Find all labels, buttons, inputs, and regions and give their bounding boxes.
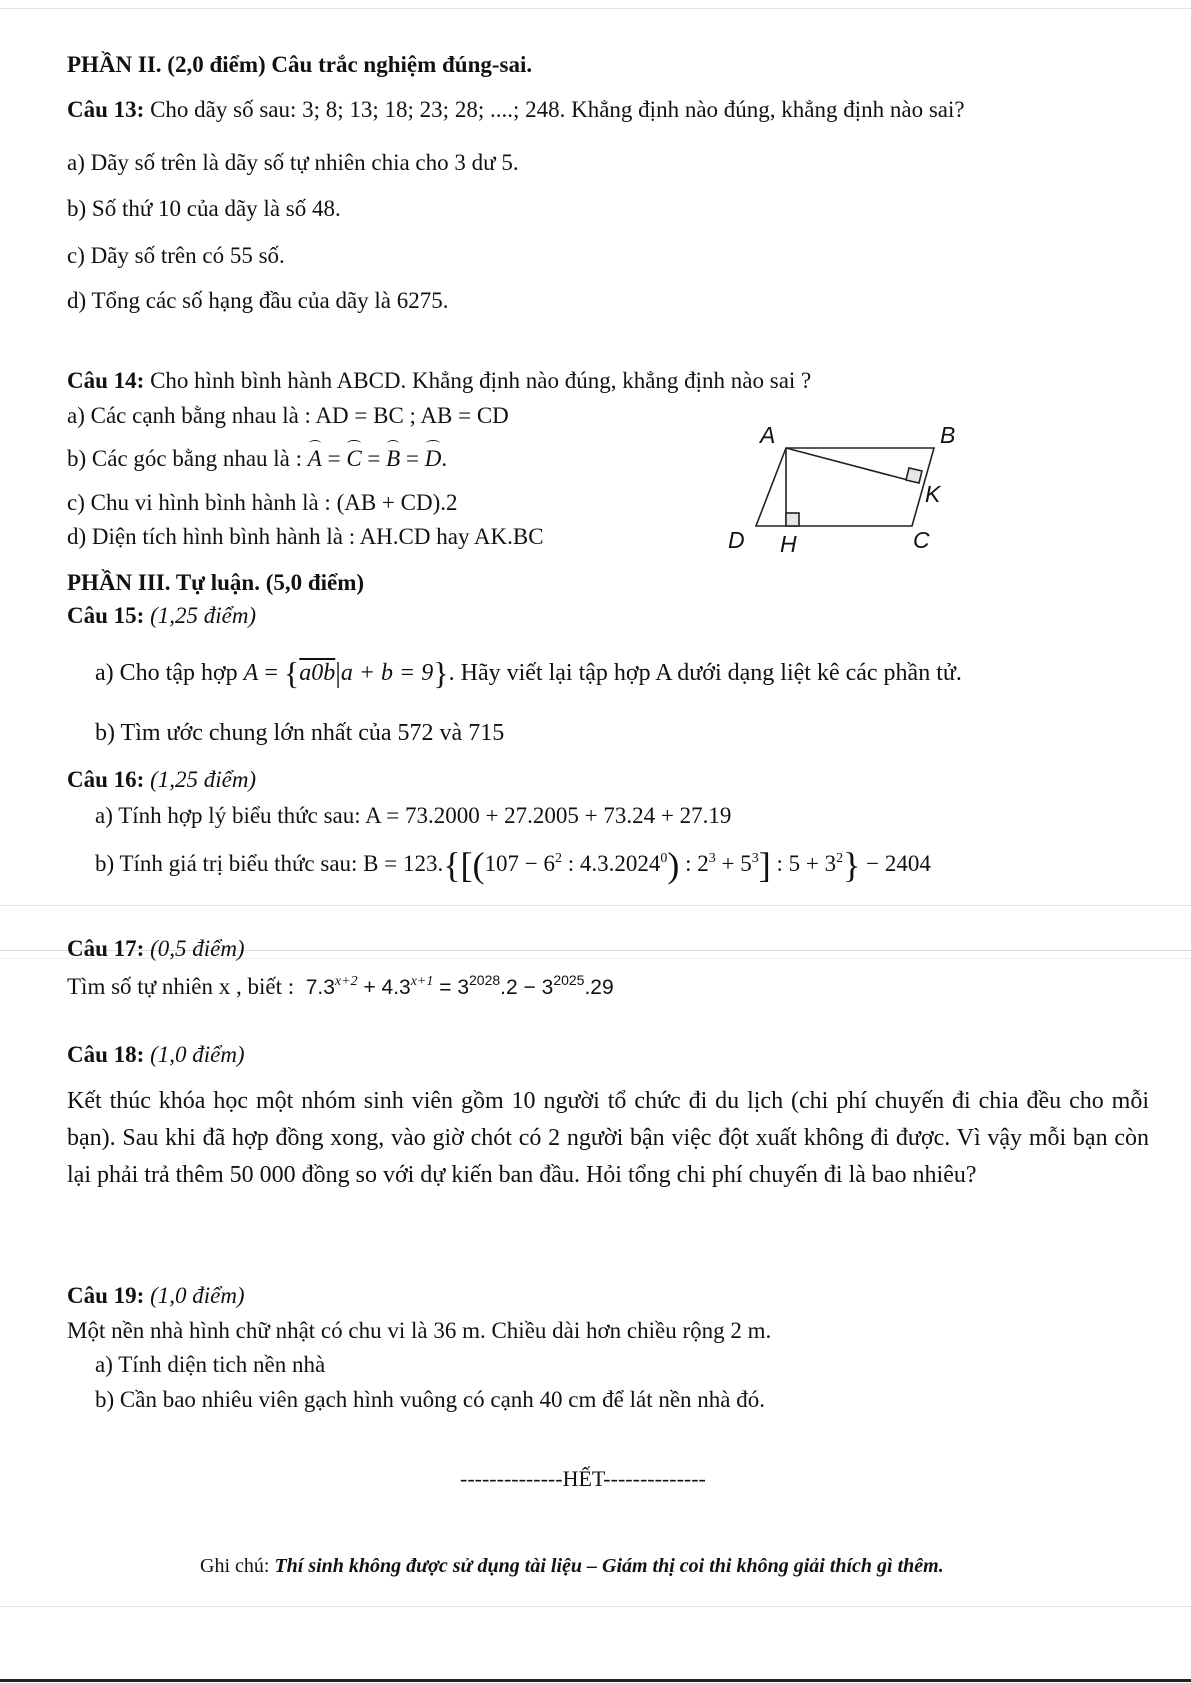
part3-title: PHẦN III. Tự luận. (5,0 điểm) (67, 570, 365, 595)
note-label: Ghi chú: (200, 1555, 270, 1577)
q15-label: Câu 15: (67, 603, 145, 628)
q16-part-b (95, 846, 931, 886)
q19-part-b: b) Cần bao nhiêu viên gạch hình vuông có cạnh 40 cm để lát nền nhà đó. (95, 1387, 766, 1412)
label-c: C (913, 527, 930, 553)
angle-a: A (307, 446, 322, 471)
q13-text-before: Cho dãy số sau: (150, 97, 297, 122)
label-k: K (925, 481, 941, 507)
q14-option-c: c) Chu vi hình bình hành là : (AB + CD).2 (67, 490, 458, 515)
right-angle-mark-h (786, 513, 799, 526)
expression-b-inner: $107 - 6^2$ : 4.3.2024$^0$ (484, 851, 668, 876)
expression-b: {[( (443, 845, 485, 885)
scan-line (0, 905, 1191, 906)
q14-option-d: d) Diện tích hình bình hành là : AH.CD hay AK.BC (67, 524, 544, 549)
q17-header (67, 936, 245, 961)
q17-points: (0,5 điểm) (150, 936, 245, 961)
q19-points: (1,0 điểm) (150, 1283, 245, 1308)
q17-line (67, 974, 614, 999)
right-angle-mark-k (906, 468, 922, 483)
set-name: A (243, 660, 259, 686)
q19-label: Câu 19: (67, 1283, 145, 1308)
label-b: B (940, 422, 956, 448)
set-condition: a + b = 9 (340, 660, 434, 686)
q13-text-after: . Khẳng định nào đúng, khẳng định nào sai? (559, 97, 965, 122)
set-number: a0b (299, 660, 336, 686)
q13-option-a: a) Dãy số trên là dãy số tự nhiên chia cho 3 dư 5. (67, 150, 519, 175)
expression-b-end: − 2404 (860, 851, 931, 876)
q18-header (67, 1042, 245, 1067)
q15-a-prefix: a) Cho tập hợp (95, 660, 238, 686)
q14-b-prefix: b) Các góc bằng nhau là : (67, 446, 303, 471)
scan-line (0, 1606, 1191, 1607)
angle-c: C (346, 446, 362, 471)
expression-b-brace: } (843, 845, 861, 885)
page-bottom-border (0, 1679, 1191, 1682)
q13-option-d: d) Tổng các số hạng đầu của dãy là 6275. (67, 288, 449, 313)
q18-text: Kết thúc khóa học một nhóm sinh viên gồm 10 người tổ chức đi du lịch (chi phí chuyến đi chia đều cho mỗi bạn). Sau khi đã hợp đồng xong, vào giờ chót có 2 người bận việc đột xuất không đi được. Vì vậy mỗi bạn còn lại phải trả thêm 50 000 đồng so với dự kiến ban đầu. Hỏi tổng chi phí chuyến đi là bao nhiêu? (67, 1088, 1149, 1188)
equals-sign: = (258, 660, 284, 686)
q16-header (67, 767, 256, 792)
q17-text: Tìm số tự nhiên x , biết : (67, 974, 295, 999)
note-text: Thí sinh không được sử dụng tài liệu – Giám thị coi thi không giải thích gì thêm. (274, 1555, 944, 1577)
q15-a-suffix: . Hãy viết lại tập hợp A dưới dạng liệt kê các phần tử. (448, 660, 962, 686)
q17-label: Câu 17: (67, 936, 145, 961)
end-marker: --------------HẾT-------------- (460, 1466, 706, 1491)
q15-part-b: b) Tìm ước chung lớn nhất của 572 và 715 (95, 720, 505, 746)
q14-label: Câu 14: (67, 368, 145, 393)
label-h: H (780, 531, 797, 557)
left-brace: { (283, 655, 300, 691)
q14-option-a: a) Các cạnh bằng nhau là : AD = BC ; AB = CD (67, 403, 509, 428)
q13-option-b: b) Số thứ 10 của dãy là số 48. (67, 196, 341, 221)
q13-label: Câu 13: (67, 97, 145, 122)
q16-b-prefix: b) Tính giá trị biểu thức sau: B = 123. (95, 851, 444, 876)
footer-note (200, 1555, 944, 1577)
q15-header (67, 603, 256, 628)
label-d: D (728, 527, 745, 553)
q18-label: Câu 18: (67, 1042, 145, 1067)
expression-b-tail: : $5 + 3^2$ (770, 851, 844, 876)
angle-d: D (424, 446, 442, 471)
q13-line (67, 97, 965, 122)
q14-line (67, 368, 811, 393)
q13-sequence: 3; 8; 13; 18; 23; 28; ....; 248 (302, 97, 560, 122)
expression-b-paren: ) (667, 845, 680, 885)
q16-label: Câu 16: (67, 767, 145, 792)
part2-title: PHẦN II. (2,0 điểm) Câu trắc nghiệm đúng-sai. (67, 52, 533, 77)
q13-option-c: c) Dãy số trên có 55 số. (67, 243, 285, 268)
expression-b-mid: : $2^3 + 5^3$ (679, 851, 759, 876)
q15-points: (1,25 điểm) (150, 603, 257, 628)
q14-text: Cho hình bình hành ABCD. Khẳng định nào đúng, khẳng định nào sai ? (150, 368, 812, 393)
right-brace: } (433, 655, 449, 691)
q19-header (67, 1283, 245, 1308)
q19-part-a: a) Tính diện tich nền nhà (95, 1352, 326, 1377)
separator: | (335, 658, 341, 689)
parallelogram-abcd (756, 448, 934, 526)
q17-equation: $7.3^{x+2} + 4.3^{x+1} = 3^{2028}.2 - 3^{2025}.29$ (299, 972, 614, 999)
altitude-ak (786, 448, 919, 483)
expression-b-bracket: ] (758, 845, 771, 885)
q16-points: (1,25 điểm) (150, 767, 257, 792)
q16-part-a: a) Tính hợp lý biểu thức sau: A = 73.2000 + 27.2005 + 73.24 + 27.19 (95, 803, 732, 828)
parallelogram-figure (720, 410, 980, 560)
scan-line (0, 8, 1191, 9)
q18-points: (1,0 điểm) (150, 1042, 245, 1067)
q19-text: Một nền nhà hình chữ nhật có chu vi là 36 m. Chiều dài hơn chiều rộng 2 m. (67, 1318, 772, 1343)
q15-part-a (95, 656, 962, 691)
angle-b: B (386, 446, 401, 471)
label-a: A (760, 422, 776, 448)
q14-option-b: b) Các góc bằng nhau là : A = C = B = D. (67, 446, 448, 471)
